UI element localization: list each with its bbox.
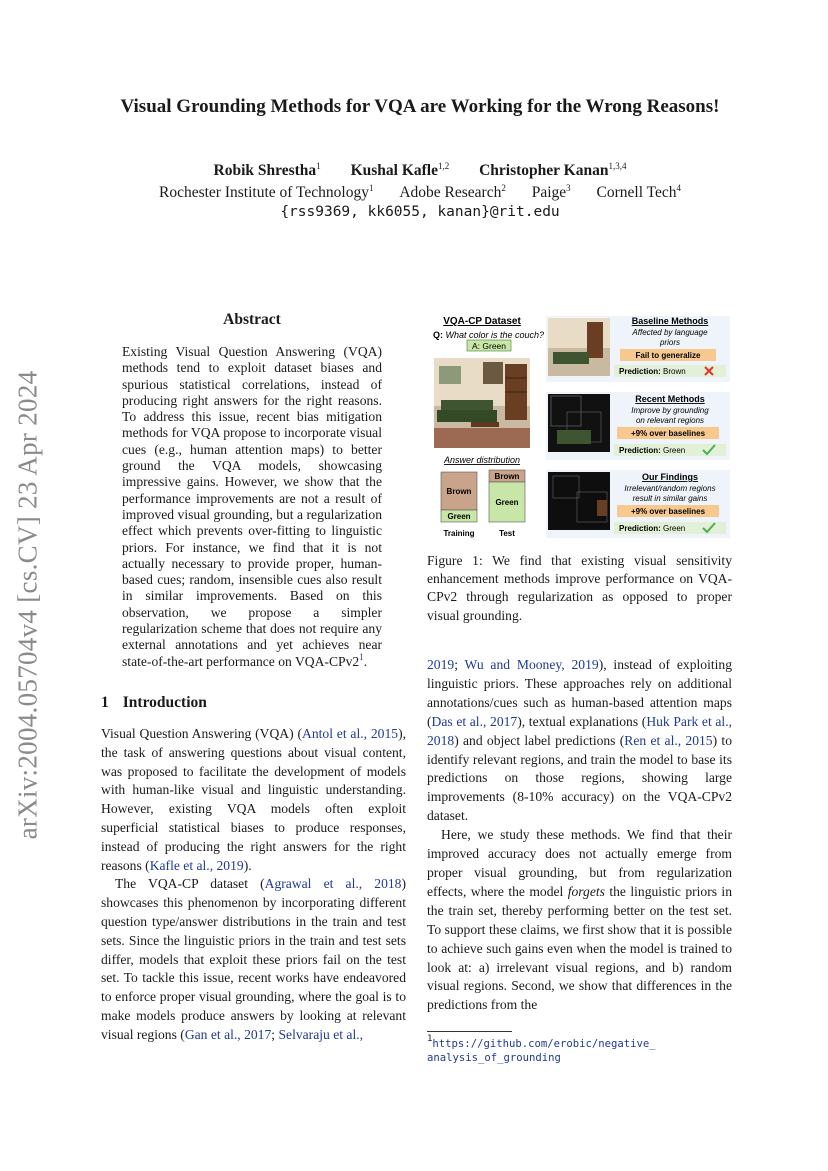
svg-text:priors: priors [659,338,681,347]
svg-text:Brown: Brown [446,487,472,496]
footnote: $^1$https://github.com/erobic/negative_ analysis_of_grounding [427,1034,656,1064]
svg-text:Brown: Brown [494,472,520,481]
fig-dataset-title: VQA-CP Dataset [443,316,521,327]
svg-text:Green: Green [495,498,519,507]
fig-question: What color is the couch? [445,330,545,340]
author-list [90,162,750,180]
right-column-body [427,656,732,1015]
svg-text:on relevant regions: on relevant regions [635,416,705,425]
svg-text:result in similar gains: result in similar gains [632,494,708,503]
affiliation: Rochester Institute of Technology$^1$ [158,183,374,201]
paper-title: Visual Grounding Methods for VQA are Working for the Wrong Reasons! [120,96,720,117]
svg-text:Q: What color is the couch?: Q: What color is the couch? [433,330,545,340]
svg-text:+9% over baselines: +9% over baselines [630,507,706,516]
abstract-heading: Abstract [223,311,281,328]
citation-link[interactable]: Ren et al., 2015 [624,732,713,748]
fig-panel-recent [546,392,730,460]
svg-text:Prediction: Brown: Prediction: Brown [619,367,686,376]
affiliation: Adobe Research$^2$ [399,183,506,201]
svg-text:Prediction: Green: Prediction: Green [619,446,686,455]
author: Robik Shrestha$^1$ [213,161,321,179]
citation-link[interactable]: Selvaraju et al., [278,1026,364,1042]
affiliation: Paige$^3$ [531,183,571,201]
citation-link[interactable]: Antol et al., 2015 [302,726,399,741]
fig-answer: A: Green [471,341,507,351]
svg-text:Training: Training [443,529,475,538]
affiliation: Cornell Tech$^4$ [596,183,682,201]
paragraph: 2019; Wu and Mooney, 2019), instead of exploiting linguistic priors. These approaches rely on additional annotations/cues such as human-based attention maps (Das et al., 2017), textual explanations (Huk Park et al., 2018) and object label predictions (Ren et al., 2015) to identify relevant regions, and train the model to base its predictions on those regions, showing large improvements (8-10% accuracy) on the VQA-CPv2 dataset. [427,657,732,824]
footnote-marker[interactable]: 1 [359,651,364,662]
svg-text:Test: Test [499,529,515,538]
paragraph: Visual Question Answering (VQA) (Antol et al., 2015), the task of answering questions about visual content, was proposed to facilitate the development of models with human-like visual and linguistic understanding. However, existing VQA models often exploit superficial statistical biases to produce responses, instead of producing the right answers for the right reasons (Kafle et al., 2019). [101,726,406,873]
figure-1 [427,312,732,544]
svg-text:Improve by grounding: Improve by grounding [631,406,709,415]
section-heading-introduction: 1 Introduction [101,694,207,711]
arxiv-stamp [8,360,48,850]
affiliation-list [90,184,750,202]
author: Kushal Kafle$^{1,2}$ [350,161,450,179]
footnote-link[interactable]: https://github.com/erobic/negative_ [432,1038,656,1050]
svg-text:Baseline Methods: Baseline Methods [631,316,709,326]
svg-text:Our Findings: Our Findings [642,472,698,482]
fig-panel-baseline [546,316,730,382]
arxiv-stamp-text: arXiv:2004.05704v4 [cs.CV] 23 Apr 2024 [12,370,43,840]
citation-link[interactable]: Agrawal et al., 2018 [264,876,402,892]
figure-caption: Figure 1: We find that existing visual sensitivity enhancement methods improve performance on VQA-CPv2 through regularization as opposed to proper visual grounding. [427,553,732,623]
author: Christopher Kanan$^{1,3,4}$ [479,161,627,179]
paragraph: The VQA-CP dataset (Agrawal et al., 2018) showcases this phenomenon by incorporating different question type/answer distributions in the train and test sets. Since the linguistic priors in the train and test sets differ, models that exploit these priors fail on the test set. To tackle this issue, recent works have endeavored to enforce proper visual grounding, where the goal is to make models produce answers by looking at relevant visual regions (Gan et al., 2017; Selvaraju et al., [101,876,406,1042]
citation-link[interactable]: Kafle et al., 2019 [149,857,244,873]
svg-text:Green: Green [447,512,471,521]
citation-link[interactable]: Das et al., 2017 [431,713,518,729]
left-column-body [101,725,406,1045]
svg-text:Recent Methods: Recent Methods [635,394,705,404]
citation-link[interactable]: Wu and Mooney, 2019 [464,657,599,672]
fig-panel-findings [546,470,730,538]
author-emails: {rss9369, kk6055, kanan}@rit.edu [280,204,560,220]
abstract-body: Existing Visual Question Answering (VQA) methods tend to exploit dataset biases and spurious statistical correlations, instead of producing right answers for the right reasons. To address this issue, recent bias mitigation methods for VQA propose to incorporate visual cues (e.g., human attention maps) to better ground the VQA models, showcasing impressive gains. However, we show that the performance improvements are not a result of improved visual grounding, but a regularization effect which prevents over-fitting to linguistic priors. For instance, we find that it is not actually necessary to provide proper, human-based cues; random, insensible cues also result in similar improvements. Based on this observation, we propose a simpler regularization scheme that does not require any external annotations and yet achieves near state-of-the-art performance on VQA-CPv2$^1$. [122,344,382,669]
svg-text:+9% over baselines: +9% over baselines [630,429,706,438]
svg-text:Irrelevant/random regions: Irrelevant/random regions [624,484,716,493]
paragraph: Here, we study these methods. We find that their improved accuracy does not actually emerge from proper visual grounding, but from regularization effects, where the model forgets the linguistic priors in the train set, thereby performing better on the test set. To support these claims, we first show that it is possible to achieve such gains even when the model is trained to look at: a) irrelevant visual regions, and b) random visual regions. Second, we show that differences in the predictions from the [427,827,732,1013]
citation-link[interactable]: Huk Park et al., 2018 [427,713,732,748]
citation-link[interactable]: Gan et al., 2017 [184,1026,272,1042]
svg-text:Affected by language: Affected by language [632,328,708,337]
citation-link[interactable]: 2019 [427,657,455,672]
fig-dist-title: Answer distribution [443,455,521,465]
footnote-link-cont[interactable]: analysis_of_grounding [427,1052,561,1064]
svg-text:Fail to generalize: Fail to generalize [635,351,701,360]
fig-room-photo [434,358,530,448]
footnote-rule [427,1031,512,1032]
svg-text:Prediction: Green: Prediction: Green [619,524,686,533]
